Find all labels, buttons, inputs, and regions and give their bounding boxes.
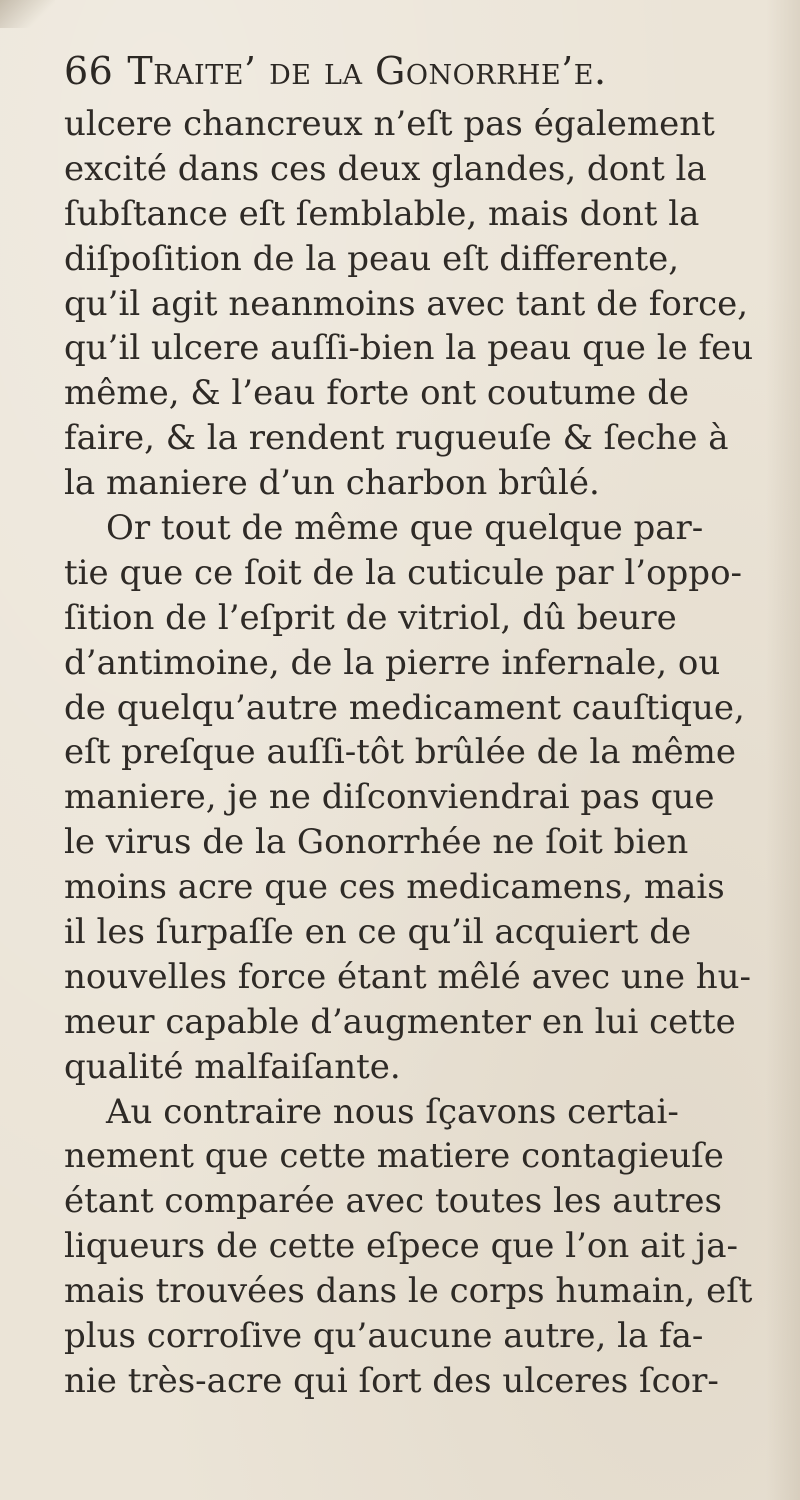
- text-line: mais trouvées dans le corps humain, eſt: [64, 1271, 753, 1312]
- text-line: nie très-acre qui ſort des ulceres ſcor-: [64, 1360, 719, 1401]
- text-line: meur capable d’augmenter en lui cette: [64, 1001, 736, 1042]
- text-line: nouvelles force étant mêlé avec une hu-: [64, 956, 752, 997]
- text-line: qualité malfaiſante.: [64, 1046, 401, 1087]
- running-title: Traite’ de la Gonorrhe’e.: [127, 49, 607, 93]
- text-line: nement que cette matiere contagieuſe: [64, 1136, 724, 1177]
- text-line: ulcere chancreux n’eſt pas également: [64, 104, 715, 144]
- text-line: la maniere d’un charbon brûlé.: [64, 463, 600, 504]
- text-line: plus corroſive qu’aucune autre, la fa-: [64, 1316, 704, 1357]
- text-line: il les ſurpaſſe en ce qu’il acquiert de: [64, 912, 692, 953]
- paragraph-start-line: Or tout de même que quelque par-: [106, 508, 704, 549]
- page-stain: [0, 0, 55, 28]
- body-text: [64, 102, 780, 1404]
- text-line: de quelqu’autre medicament cauſtique,: [64, 687, 745, 728]
- text-line: ſubſtance eſt ſemblable, mais dont la: [64, 193, 700, 234]
- text-line: tie que ce ſoit de la cuticule par l’oppo-: [64, 552, 743, 593]
- text-line: moins acre que ces medicamens, mais: [64, 867, 725, 908]
- page-number: 66: [64, 49, 114, 93]
- paragraph-start-line: Au contraire nous ſçavons certai-: [106, 1091, 679, 1132]
- text-line: maniere, je ne diſconviendrai pas que: [64, 777, 715, 818]
- text-line: excité dans ces deux glandes, dont la: [64, 148, 707, 189]
- text-line: ſition de l’eſprit de vitriol, dû beure: [64, 597, 677, 638]
- text-line: qu’il agit neanmoins avec tant de force,: [64, 283, 749, 324]
- text-line: étant comparée avec toutes les autres: [64, 1181, 722, 1222]
- text-line: d’antimoine, de la pierre infernale, ou: [64, 642, 721, 683]
- text-line: qu’il ulcere auſſi-bien la peau que le feu: [64, 328, 754, 369]
- text-line: faire, & la rendent rugueuſe & ſeche à: [64, 418, 729, 459]
- text-line: le virus de la Gonorrhée ne ſoit bien: [64, 822, 689, 863]
- text-line: diſpoſition de la peau eſt differente,: [64, 238, 680, 279]
- running-head: [64, 46, 764, 96]
- text-line: liqueurs de cette eſpece que l’on ait ja-: [64, 1226, 738, 1267]
- text-line: même, & l’eau forte ont coutume de: [64, 373, 689, 414]
- text-line: eſt preſque auſſi-tôt brûlée de la même: [64, 732, 736, 773]
